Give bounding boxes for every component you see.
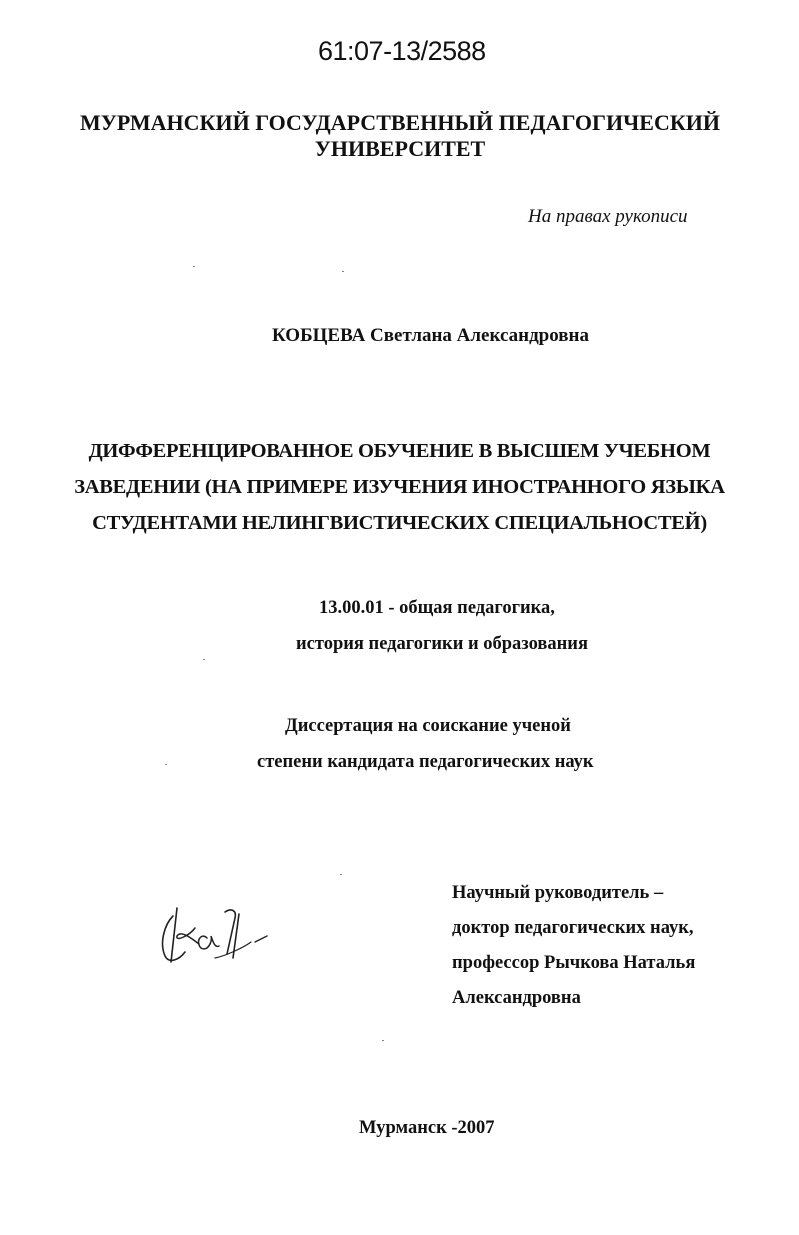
university-name-line-1: МУРМАНСКИЙ ГОСУДАРСТВЕННЫЙ ПЕДАГОГИЧЕСКИЙ [79, 110, 721, 135]
specialty-code: 13.00.01 - общая педагогика, [319, 598, 555, 618]
handwritten-signature [155, 898, 275, 973]
manuscript-rights-note: На правах рукописи [528, 206, 688, 227]
scan-speck [382, 1040, 384, 1041]
university-name-line-2: УНИВЕРСИТЕТ [314, 136, 486, 161]
thesis-title-line-2: ЗАВЕДЕНИИ (НА ПРИМЕРЕ ИЗУЧЕНИЯ ИНОСТРАННОГО ЯЗЫКА [74, 476, 725, 498]
advisor-patronymic: Александровна [452, 988, 581, 1008]
scan-speck [340, 874, 342, 875]
scan-speck [203, 659, 205, 660]
author-name: КОБЦЕВА Светлана Александровна [272, 325, 589, 346]
degree-line-2: степени кандидата педагогических наук [257, 752, 594, 772]
archive-stamp-number: 61:07-13/2588 [318, 36, 486, 66]
scan-speck [193, 266, 195, 267]
advisor-degree: доктор педагогических наук, [452, 918, 694, 938]
university-name [40, 110, 760, 162]
scan-speck [165, 764, 167, 765]
city-year: Мурманск -2007 [359, 1118, 495, 1138]
thesis-title-line-1: ДИФФЕРЕНЦИРОВАННОЕ ОБУЧЕНИЕ В ВЫСШЕМ УЧЕБНОМ [88, 440, 711, 462]
thesis-title-line-3: СТУДЕНТАМИ НЕЛИНГВИСТИЧЕСКИХ СПЕЦИАЛЬНОСТЕЙ) [92, 512, 707, 534]
specialty-name: история педагогики и образования [296, 634, 588, 654]
advisor-label: Научный руководитель – [452, 883, 664, 903]
scan-speck [342, 271, 344, 272]
degree-line-1: Диссертация на соискание ученой [285, 716, 571, 736]
advisor-name: профессор Рычкова Наталья [452, 953, 696, 973]
